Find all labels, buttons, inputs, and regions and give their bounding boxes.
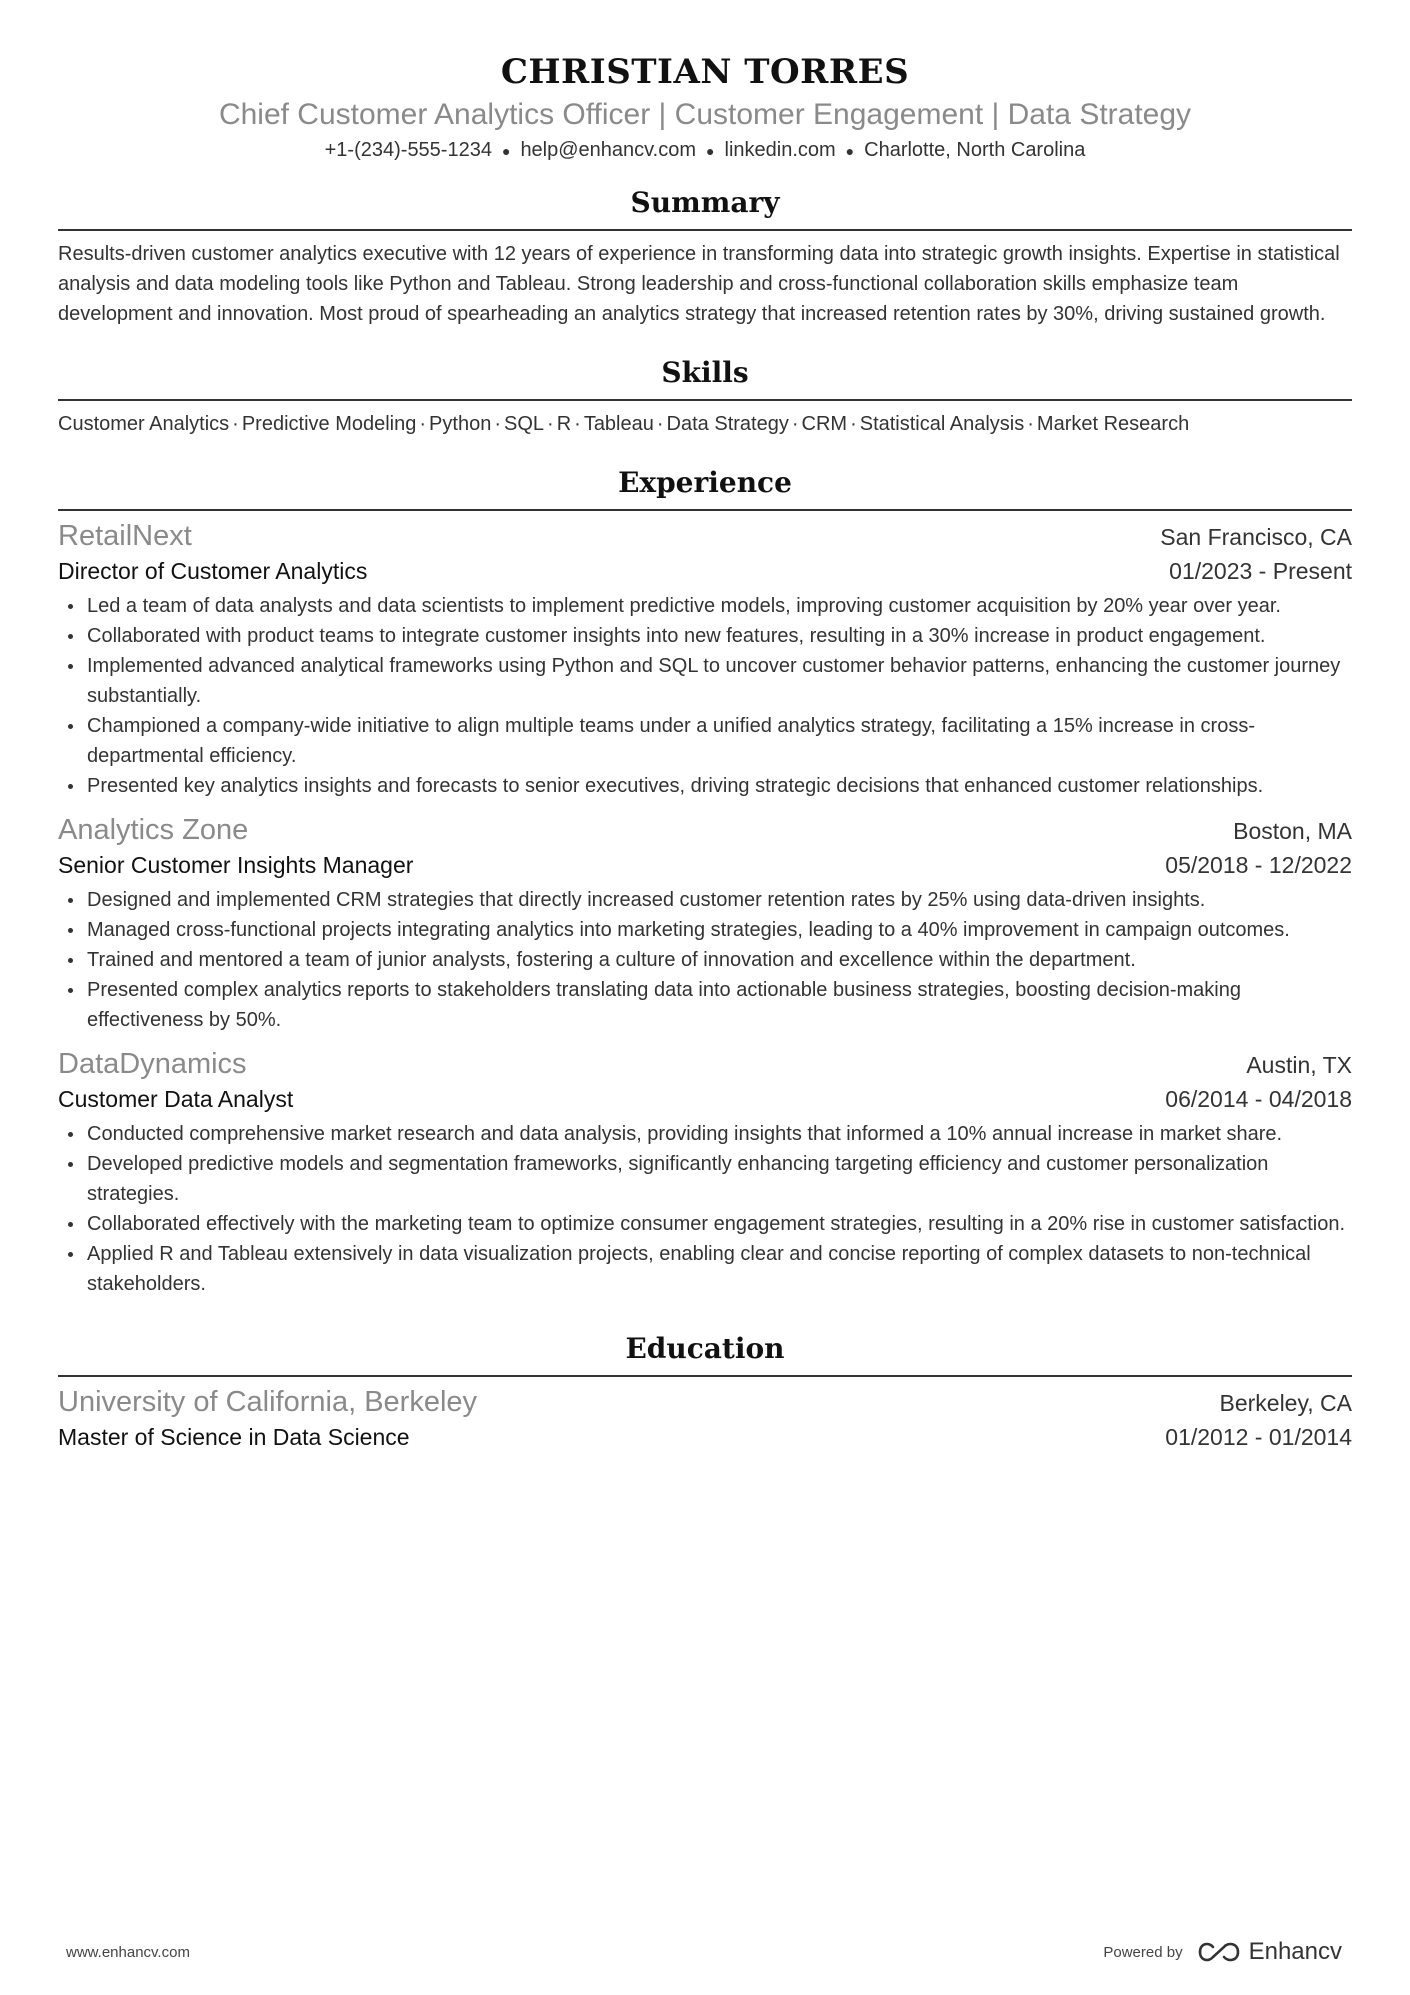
company-name: Analytics Zone [58,813,249,846]
achievement-item: Presented complex analytics reports to stakeholders translating data into actionable business strategies, boosting decision-making effectiveness by 50%. [58,975,1352,1035]
skill-item: Predictive Modeling [241,412,417,435]
skill-item: CRM [801,412,848,435]
skills-section [58,355,1352,439]
summary-text: Results-driven customer analytics executive with 12 years of experience in transforming data into strategic growth insights. Expertise in statistical analysis and data modeling tools like Python and Tableau. Strong leadership and cross-functional collaboration skills emphasize team development and innovation. Most proud of spearheading an analytics strategy that increased retention rates by 30%, driving sustained growth. [58,242,1340,325]
brand-name: Enhancv [1248,1938,1342,1965]
job-title: Senior Customer Insights Manager [58,851,414,878]
candidate-name: CHRISTIAN TORRES [500,52,910,92]
job-title: Customer Data Analyst [58,1085,294,1112]
summary-section [58,185,1352,329]
brand-logo[interactable] [1197,1938,1342,1966]
skill-item: Tableau [583,412,654,435]
enhancv-logo-icon [1197,1941,1241,1963]
footer [66,1938,1342,1966]
experience-entry [58,811,1352,1035]
contact-phone: +1-(234)-555-1234 [324,139,492,161]
skill-item: Market Research [1036,412,1190,435]
achievement-item: Managed cross-functional projects integrating analytics into marketing strategies, leading to a 40% improvement in campaign outcomes. [58,915,1352,945]
job-dates: 06/2014 - 04/2018 [1165,1085,1352,1112]
achievement-item: Collaborated effectively with the marketing team to optimize consumer engagement strategies, resulting in a 20% rise in customer satisfaction. [58,1209,1352,1239]
job-dates: 05/2018 - 12/2022 [1165,851,1352,878]
job-location: Boston, MA [1233,817,1352,844]
company-name: RetailNext [58,519,192,552]
job-location: San Francisco, CA [1160,523,1352,550]
headline: Chief Customer Analytics Officer | Customer Engagement | Data Strategy [218,98,1192,131]
experience-title: Experience [58,465,1352,511]
job-title: Director of Customer Analytics [58,557,368,584]
education-section [58,1331,1352,1453]
job-location: Austin, TX [1246,1051,1352,1078]
school-location: Berkeley, CA [1219,1389,1352,1416]
achievement-item: Conducted comprehensive market research and data analysis, providing insights that informed a 10% annual increase in market share. [58,1119,1352,1149]
achievement-list [58,885,1352,1035]
achievement-list [58,591,1352,801]
skill-item: SQL [503,412,545,435]
experience-section [58,465,1352,1299]
experience-entry [58,517,1352,801]
achievement-item: Developed predictive models and segmentation frameworks, significantly enhancing targeting efficiency and customer personalization strategies. [58,1149,1352,1209]
education-dates: 01/2012 - 01/2014 [1165,1423,1352,1450]
separator-dot: ● [845,142,855,159]
achievement-item: Designed and implemented CRM strategies that directly increased customer retention rates by 25% using data-driven insights. [58,885,1352,915]
job-dates: 01/2023 - Present [1169,557,1352,584]
skill-item: Python [429,412,492,435]
experience-entry [58,1045,1352,1299]
achievement-item: Implemented advanced analytical frameworks using Python and SQL to uncover customer behavior patterns, enhancing the customer journey substantially. [58,651,1352,711]
skill-item: R [556,412,572,435]
skill-item: Data Strategy [666,412,789,435]
summary-title: Summary [58,185,1352,231]
achievement-item: Collaborated with product teams to integrate customer insights into new features, resulting in a 30% increase in product engagement. [58,621,1352,651]
contact-location: Charlotte, North Carolina [864,139,1086,161]
contact-line [58,136,1352,165]
separator-dot: ● [501,142,511,159]
skill-item: Statistical Analysis [859,412,1025,435]
powered-by [1103,1938,1342,1966]
education-entry [58,1383,1352,1453]
contact-linkedin[interactable]: linkedin.com [724,139,836,161]
company-name: DataDynamics [58,1047,247,1080]
degree-name: Master of Science in Data Science [58,1423,410,1450]
school-name: University of California, Berkeley [58,1385,478,1418]
education-title: Education [58,1331,1352,1377]
achievement-item: Led a team of data analysts and data scientists to implement predictive models, improving customer acquisition by 20% year over year. [58,591,1352,621]
separator-dot: ● [706,142,715,159]
achievement-item: Presented key analytics insights and forecasts to senior executives, driving strategic decisions that enhanced customer relationships. [58,771,1352,801]
achievement-item: Applied R and Tableau extensively in data visualization projects, enabling clear and concise reporting of complex datasets to non-technical stakeholders. [58,1239,1352,1299]
achievement-item: Championed a company-wide initiative to align multiple teams under a unified analytics strategy, facilitating a 15% increase in cross-departmental efficiency. [58,711,1352,771]
contact-email[interactable]: help@enhancv.com [520,139,697,161]
footer-website-link[interactable]: www.enhancv.com [66,1943,190,1961]
skill-item: Customer Analytics [58,412,230,435]
skills-list: Customer Analytics · Predictive Modeling · Python · SQL · R · Tableau · Data Strategy · CRM · Statistical Analysis · Market Research [58,412,1190,435]
powered-by-label: Powered by [1103,1943,1183,1961]
achievement-item: Trained and mentored a team of junior analysts, fostering a culture of innovation and excellence within the department. [58,945,1352,975]
achievement-list [58,1119,1352,1299]
skills-title: Skills [58,355,1352,401]
